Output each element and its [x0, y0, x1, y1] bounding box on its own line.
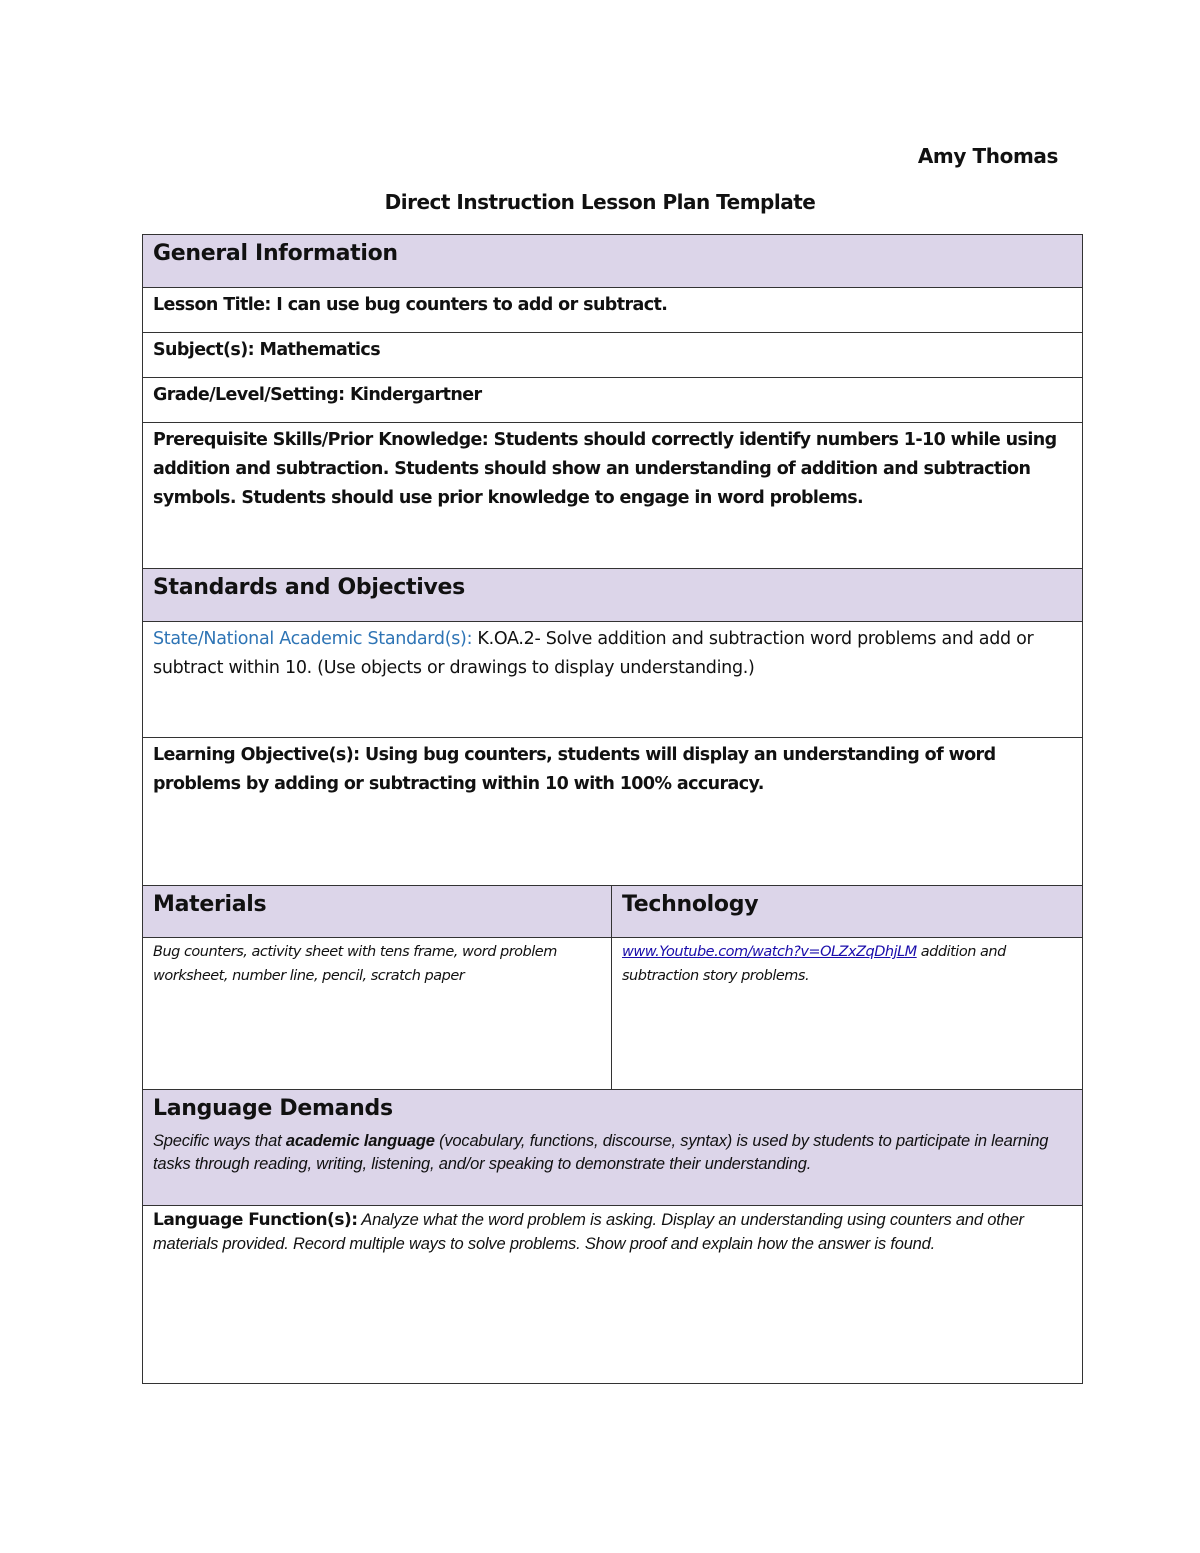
author-name: Amy Thomas: [917, 144, 1058, 168]
document-title: Direct Instruction Lesson Plan Template: [384, 190, 816, 214]
lesson-plan-table: [142, 234, 1083, 1384]
subjects: Subject(s): Mathematics: [153, 340, 381, 360]
academic-language-term: academic language: [285, 1132, 435, 1150]
language-desc-before: Specific ways that: [153, 1132, 286, 1150]
standards-objectives-header: [143, 569, 1083, 622]
language-function-row: [143, 1206, 1083, 1384]
technology-text: addition and subtraction story problems.: [622, 944, 1006, 984]
technology-header: [612, 886, 1083, 938]
materials-technology-row: [143, 938, 1083, 1090]
prerequisite-cell: [143, 423, 1083, 569]
youtube-link[interactable]: www.Youtube.com/watch?v=OLZxZqDhjLM: [622, 944, 917, 960]
learning-objective-cell: [143, 738, 1083, 886]
language-demands-header-row: [143, 1090, 1083, 1206]
language-function-label: Language Function(s):: [153, 1210, 358, 1230]
prerequisite-skills: Prerequisite Skills/Prior Knowledge: Students should correctly identify numbers 1-10 while using addition and subtraction. Students should show an understanding of addition and subtraction symbols. Students should use prior knowledge to engage in word problems.: [153, 430, 1057, 508]
materials-header: [143, 886, 612, 938]
learning-objective-row: [143, 738, 1083, 886]
grade-level-cell: [143, 378, 1083, 423]
subjects-row: [143, 333, 1083, 378]
language-function-cell: [143, 1206, 1083, 1384]
learning-objective: Learning Objective(s): Using bug counters, students will display an understanding of word problems by adding or subtracting within 10 with 100% accuracy.: [153, 745, 996, 794]
materials-text: Bug counters, activity sheet with tens frame, word problem worksheet, number line, pencil, scratch paper: [153, 944, 557, 984]
standard-text: K.OA.2- Solve addition and subtraction word problems and add or subtract within 10. (Use objects or drawings to display understanding.): [153, 629, 1034, 678]
general-information-heading: General Information: [153, 241, 398, 266]
prerequisite-row: [143, 423, 1083, 569]
lesson-title-cell: [143, 288, 1083, 333]
technology-heading: Technology: [622, 892, 759, 917]
language-demands-heading: Language Demands: [153, 1096, 393, 1121]
lesson-title: Lesson Title: I can use bug counters to add or subtract.: [153, 295, 668, 315]
materials-heading: Materials: [153, 892, 267, 917]
materials-cell: [143, 938, 612, 1090]
grade-level-row: [143, 378, 1083, 423]
language-function-content: [153, 1206, 1072, 1256]
general-information-header: [143, 235, 1083, 288]
language-demands-description: [153, 1130, 1072, 1176]
standard-row: [143, 622, 1083, 738]
general-information-header-row: [143, 235, 1083, 288]
materials-technology-header-row: [143, 886, 1083, 938]
standard-cell: [143, 622, 1083, 738]
grade-level: Grade/Level/Setting: Kindergartner: [153, 385, 482, 405]
standards-objectives-heading: Standards and Objectives: [153, 575, 465, 600]
language-desc-after: (vocabulary, functions, discourse, syntax) is used by students to participate in learning tasks through reading, writing, listening, and/or speaking to demonstrate their understanding.: [153, 1132, 1049, 1173]
standards-header-row: [143, 569, 1083, 622]
subjects-cell: [143, 333, 1083, 378]
technology-content: [622, 938, 1072, 988]
lesson-title-row: [143, 288, 1083, 333]
technology-cell: [612, 938, 1083, 1090]
standard-label: State/National Academic Standard(s):: [153, 629, 473, 649]
language-demands-header: [143, 1090, 1083, 1206]
standard-content: [153, 622, 1072, 683]
language-function-text: Analyze what the word problem is asking. Display an understanding using counters and other materials provided. Record multiple ways to solve problems. Show proof and explain how the answer is found.: [153, 1211, 1024, 1253]
